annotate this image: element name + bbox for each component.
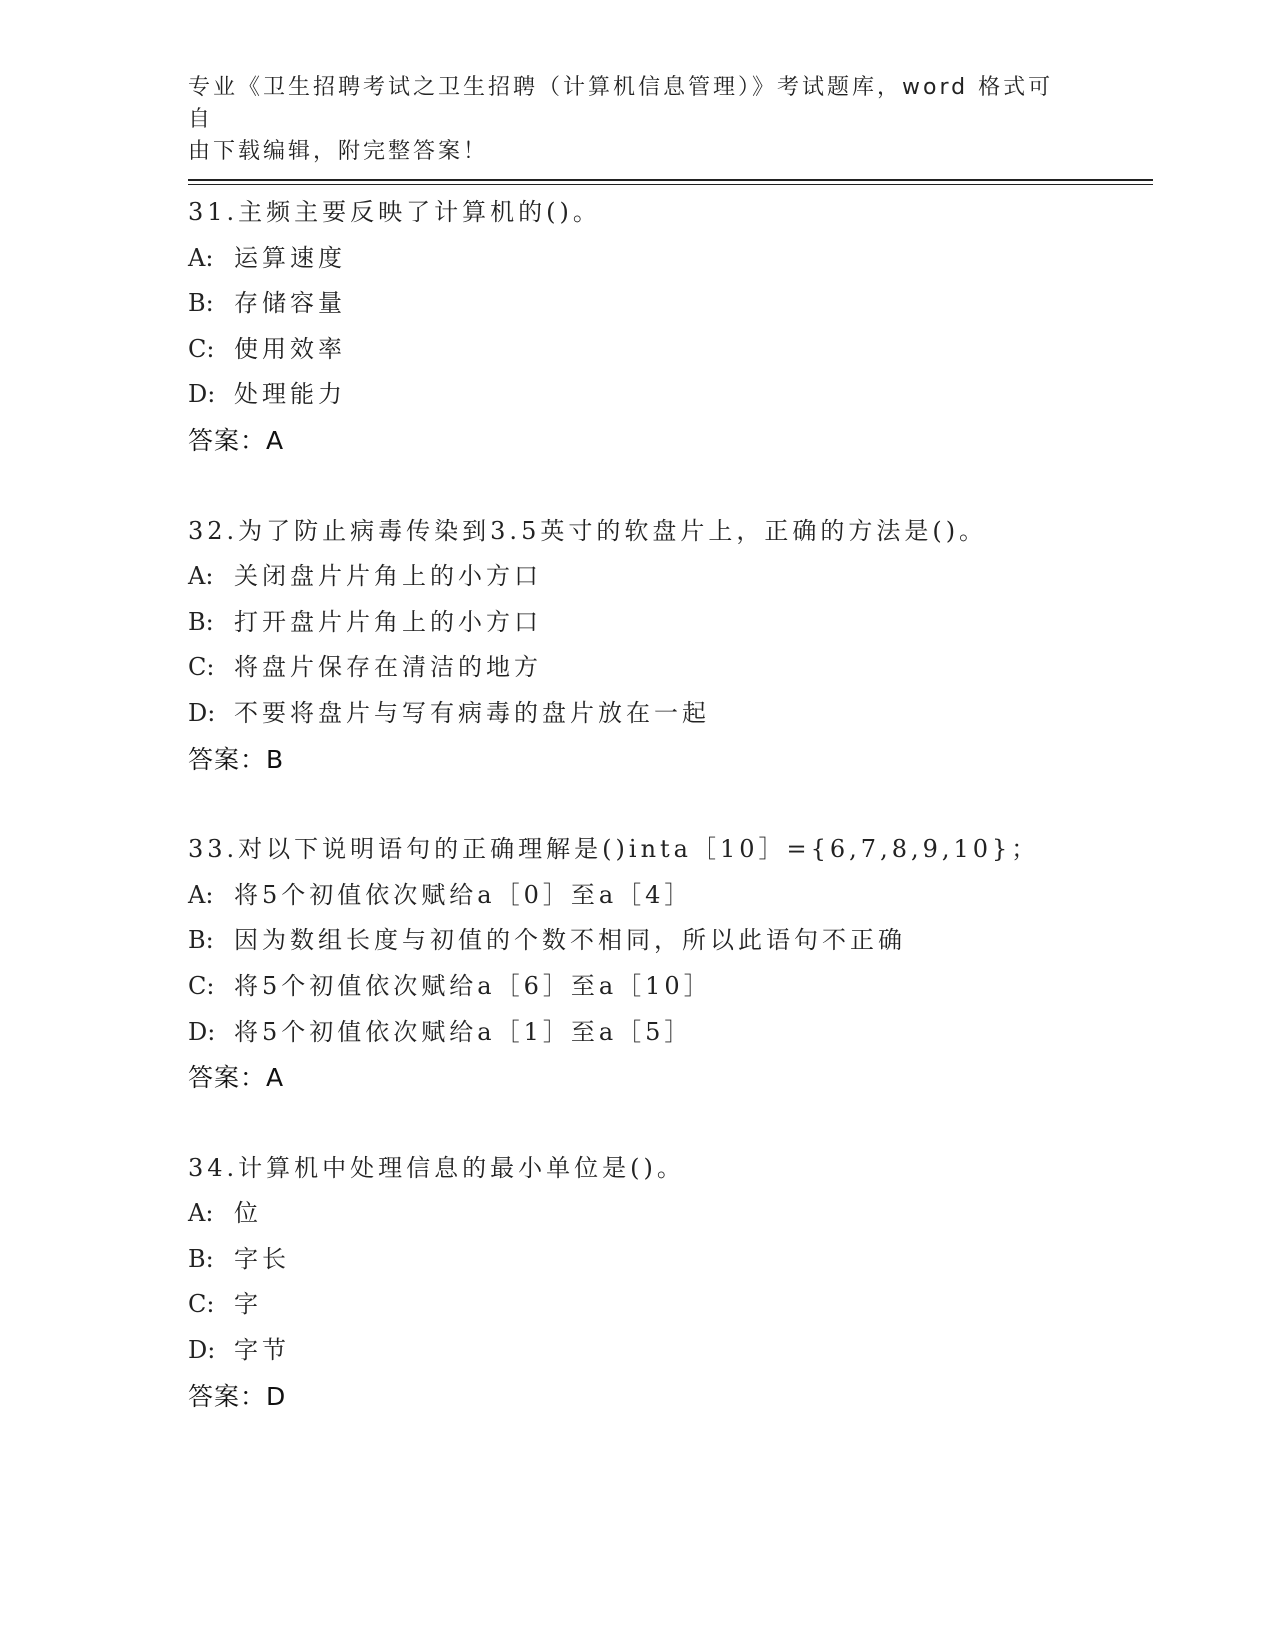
option-text: 使用效率 — [234, 334, 346, 363]
option-text: 因为数组长度与初值的个数不相同，所以此语句不正确 — [234, 926, 906, 955]
header-line-2: 由下载编辑，附完整答案！ — [188, 139, 489, 164]
option-letter: A: — [188, 562, 214, 591]
header-divider — [188, 179, 1153, 185]
option-d — [188, 691, 1153, 737]
option-text: 将5个初值依次赋给a［0］至a［4］ — [234, 880, 693, 909]
option-letter: C: — [188, 653, 215, 682]
option-letter: C: — [188, 1290, 215, 1319]
option-c — [188, 964, 1153, 1010]
option-text: 关闭盘片片角上的小方口 — [234, 562, 542, 591]
option-b — [188, 1237, 1153, 1283]
question-text: 31.主频主要反映了计算机的()。 — [188, 198, 601, 226]
option-a — [188, 1191, 1153, 1237]
question-31 — [188, 190, 1153, 464]
option-c — [188, 327, 1153, 373]
option-text: 位 — [234, 1199, 262, 1228]
question-text: 32.为了防止病毒传染到3.5英寸的软盘片上，正确的方法是()。 — [188, 516, 988, 545]
option-letter: B: — [188, 607, 214, 636]
option-letter: D: — [188, 1336, 216, 1365]
question-34 — [188, 1146, 1153, 1420]
option-letter: A: — [188, 880, 214, 909]
option-text: 打开盘片片角上的小方口 — [234, 607, 542, 636]
option-text: 存储容量 — [234, 289, 346, 318]
question-33 — [188, 827, 1153, 1101]
option-c — [188, 1282, 1153, 1328]
answer-text: 答案：A — [188, 425, 285, 455]
option-letter: A: — [188, 1199, 214, 1228]
option-text: 将盘片保存在清洁的地方 — [234, 653, 542, 682]
option-b — [188, 918, 1153, 964]
option-text: 字长 — [234, 1244, 290, 1273]
option-d — [188, 372, 1153, 418]
question-list — [188, 190, 1153, 1464]
option-letter: D: — [188, 1017, 216, 1046]
question-32 — [188, 509, 1153, 783]
option-c — [188, 645, 1153, 691]
option-text: 将5个初值依次赋给a［1］至a［5］ — [234, 1017, 693, 1046]
question-text: 33.对以下说明语句的正确理解是()inta［10］={6,7,8,9,10}； — [188, 835, 1040, 864]
option-a — [188, 236, 1153, 282]
header-line-1: 专业《卫生招聘考试之卫生招聘（计算机信息管理）》考试题库，word 格式可自 — [188, 75, 1054, 132]
option-d — [188, 1328, 1153, 1374]
option-letter: C: — [188, 334, 215, 363]
document-header — [188, 72, 1068, 168]
option-letter: C: — [188, 971, 215, 1000]
question-text: 34.计算机中处理信息的最小单位是()。 — [188, 1153, 685, 1182]
option-letter: D: — [188, 380, 216, 409]
option-text: 运算速度 — [234, 243, 346, 272]
option-a — [188, 873, 1153, 919]
option-letter: B: — [188, 289, 214, 318]
answer-text: 答案：B — [188, 744, 285, 774]
option-letter: B: — [188, 1244, 214, 1273]
option-d — [188, 1010, 1153, 1056]
option-letter: A: — [188, 243, 214, 272]
answer-text: 答案：D — [188, 1381, 287, 1411]
option-text: 字节 — [234, 1336, 290, 1365]
option-b — [188, 281, 1153, 327]
option-b — [188, 600, 1153, 646]
answer-text: 答案：A — [188, 1063, 285, 1093]
option-letter: D: — [188, 698, 216, 727]
option-text: 不要将盘片与写有病毒的盘片放在一起 — [234, 698, 710, 727]
option-text: 处理能力 — [234, 380, 346, 409]
option-text: 字 — [234, 1290, 262, 1319]
option-a — [188, 554, 1153, 600]
option-letter: B: — [188, 926, 214, 955]
option-text: 将5个初值依次赋给a［6］至a［10］ — [234, 971, 712, 1000]
